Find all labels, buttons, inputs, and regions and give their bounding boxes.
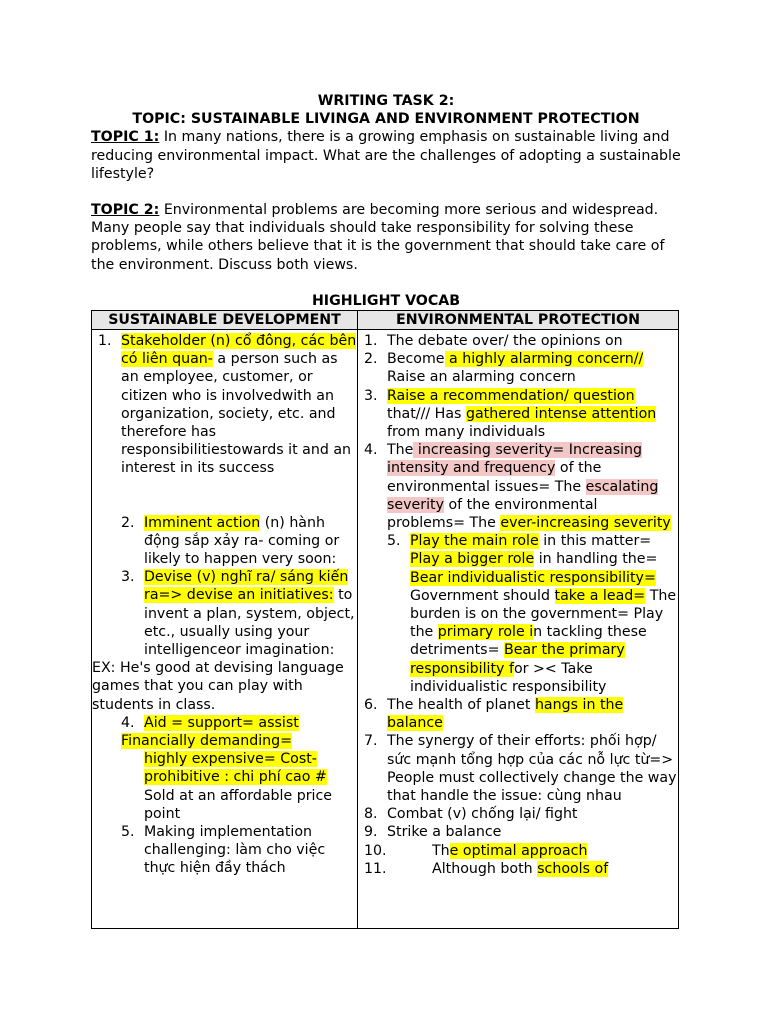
topic-2-paragraph: [91, 201, 681, 274]
topic-2-label: TOPIC 2:: [91, 202, 160, 219]
list-item: 1. Stakeholder (n) cổ đông, các bên có liên quan- a person such as an employee, customer, or citizen who is involvedwith an organization, society, etc. and therefore has responsibilitiestowards it and an interest in its success: [98, 333, 357, 477]
list-item: 3. Raise a recommendation/ question that/// Has gathered intense attention from many individuals: [364, 387, 657, 441]
list-item: 4. Aid = support= assist: [121, 714, 299, 731]
cost-prohibitive: highly expensive= Cost-prohibitive : chi phí cao #: [144, 751, 327, 786]
example-text: EX: He's good at devising language games that you can play with students in class.: [92, 660, 344, 713]
vocab-title: HIGHLIGHT VOCAB: [311, 292, 461, 309]
list-item: 5. Making implementation challenging: làm cho việc thực hiện đầy thách: [121, 824, 326, 877]
environmental-column: [358, 330, 679, 929]
col1-header: SUSTAINABLE DEVELOPMENT: [92, 311, 358, 330]
list-item: 7. The synergy of their efforts: phối hợp/ sức mạnh tổng hợp của các nỗ lực từ=> People must collectively change the way that handle the issue: cùng nhau: [364, 733, 677, 805]
list-item: 2. Imminent action (n) hành động sắp xảy ra- coming or likely to happen very soon:: [121, 514, 340, 568]
list-item: 2. Become a highly alarming concern// Raise an alarming concern: [364, 351, 644, 386]
col2-header: ENVIRONMENTAL PROTECTION: [358, 311, 679, 330]
topic-2-text: Environmental problems are becoming more serious and widespread. Many people say that individuals should take responsibility for solving these problems, while others believe that it is the government that should take care of the environment. Discuss both views.: [91, 202, 665, 273]
sustainable-column: 1. Stakeholder (n) cổ đông, các bên có liên quan- a person such as an employee, customer, or citizen who is involvedwith an organization, society, etc. and therefore has responsibilitiestowards it and an interest in its success 2. Imminent action (n) hành động sắp xảy ra- coming or likely to happen very soon: 3. Devise (v) nghĩ ra/ sáng kiến ra=> devise an initiatives: to invent a plan, system, object, etc., usually using your intelligenceor imagination: EX: He's good at devising language games that you can play with students in class. 4. Aid = support= assist Financially demanding= highly expensive= Cost-prohibitive : chi phí cao # Sold at an affordable price point 5. Making implementation challenging: làm cho việc thực hiện đầy thách: [92, 330, 358, 929]
list-item: 4. The increasing severity= Increasing intensity and frequency of the environmental issues= The escalating severity of the environmental problems= The ever-increasing severity: [364, 442, 671, 532]
list-item: 11. Although both schools of: [364, 860, 609, 877]
list-item: 9. Strike a balance: [364, 824, 502, 841]
title-line-1: WRITING TASK 2:: [317, 93, 455, 109]
topic-1-text: In many nations, there is a growing emphasis on sustainable living and reducing environmental impact. What are the challenges of adopting a sustainable lifestyle?: [91, 129, 681, 182]
list-item: 6. The health of planet hangs in the balance: [364, 697, 624, 732]
topic-1-label: TOPIC 1:: [91, 129, 160, 146]
title-line-2: TOPIC: SUSTAINABLE LIVINGA AND ENVIRONMENT PROTECTION: [132, 111, 640, 128]
aid-continuation: Financially demanding=: [121, 733, 293, 750]
list-item: 8. Combat (v) chống lại/ fight: [364, 806, 578, 823]
topic-1-paragraph: [91, 128, 681, 183]
vocab-table: [91, 310, 679, 929]
document-page: [91, 92, 681, 310]
list-item: 1. The debate over/ the opinions on: [364, 333, 623, 349]
list-item: 5. Play the main role in this matter= Play a bigger role in handling the= Bear individualistic responsibility= Government should take a lead= The burden is on the government= Play the primary role in tackling these detriments= Bear the primary responsibility for >< Take individualistic responsibility: [387, 533, 677, 695]
list-item: 10. The optimal approach: [364, 842, 588, 859]
list-item: 3. Devise (v) nghĩ ra/ sáng kiến ra=> devise an initiatives: to invent a plan, system, object, etc., usually using your intelligenceor imagination:: [121, 569, 355, 659]
